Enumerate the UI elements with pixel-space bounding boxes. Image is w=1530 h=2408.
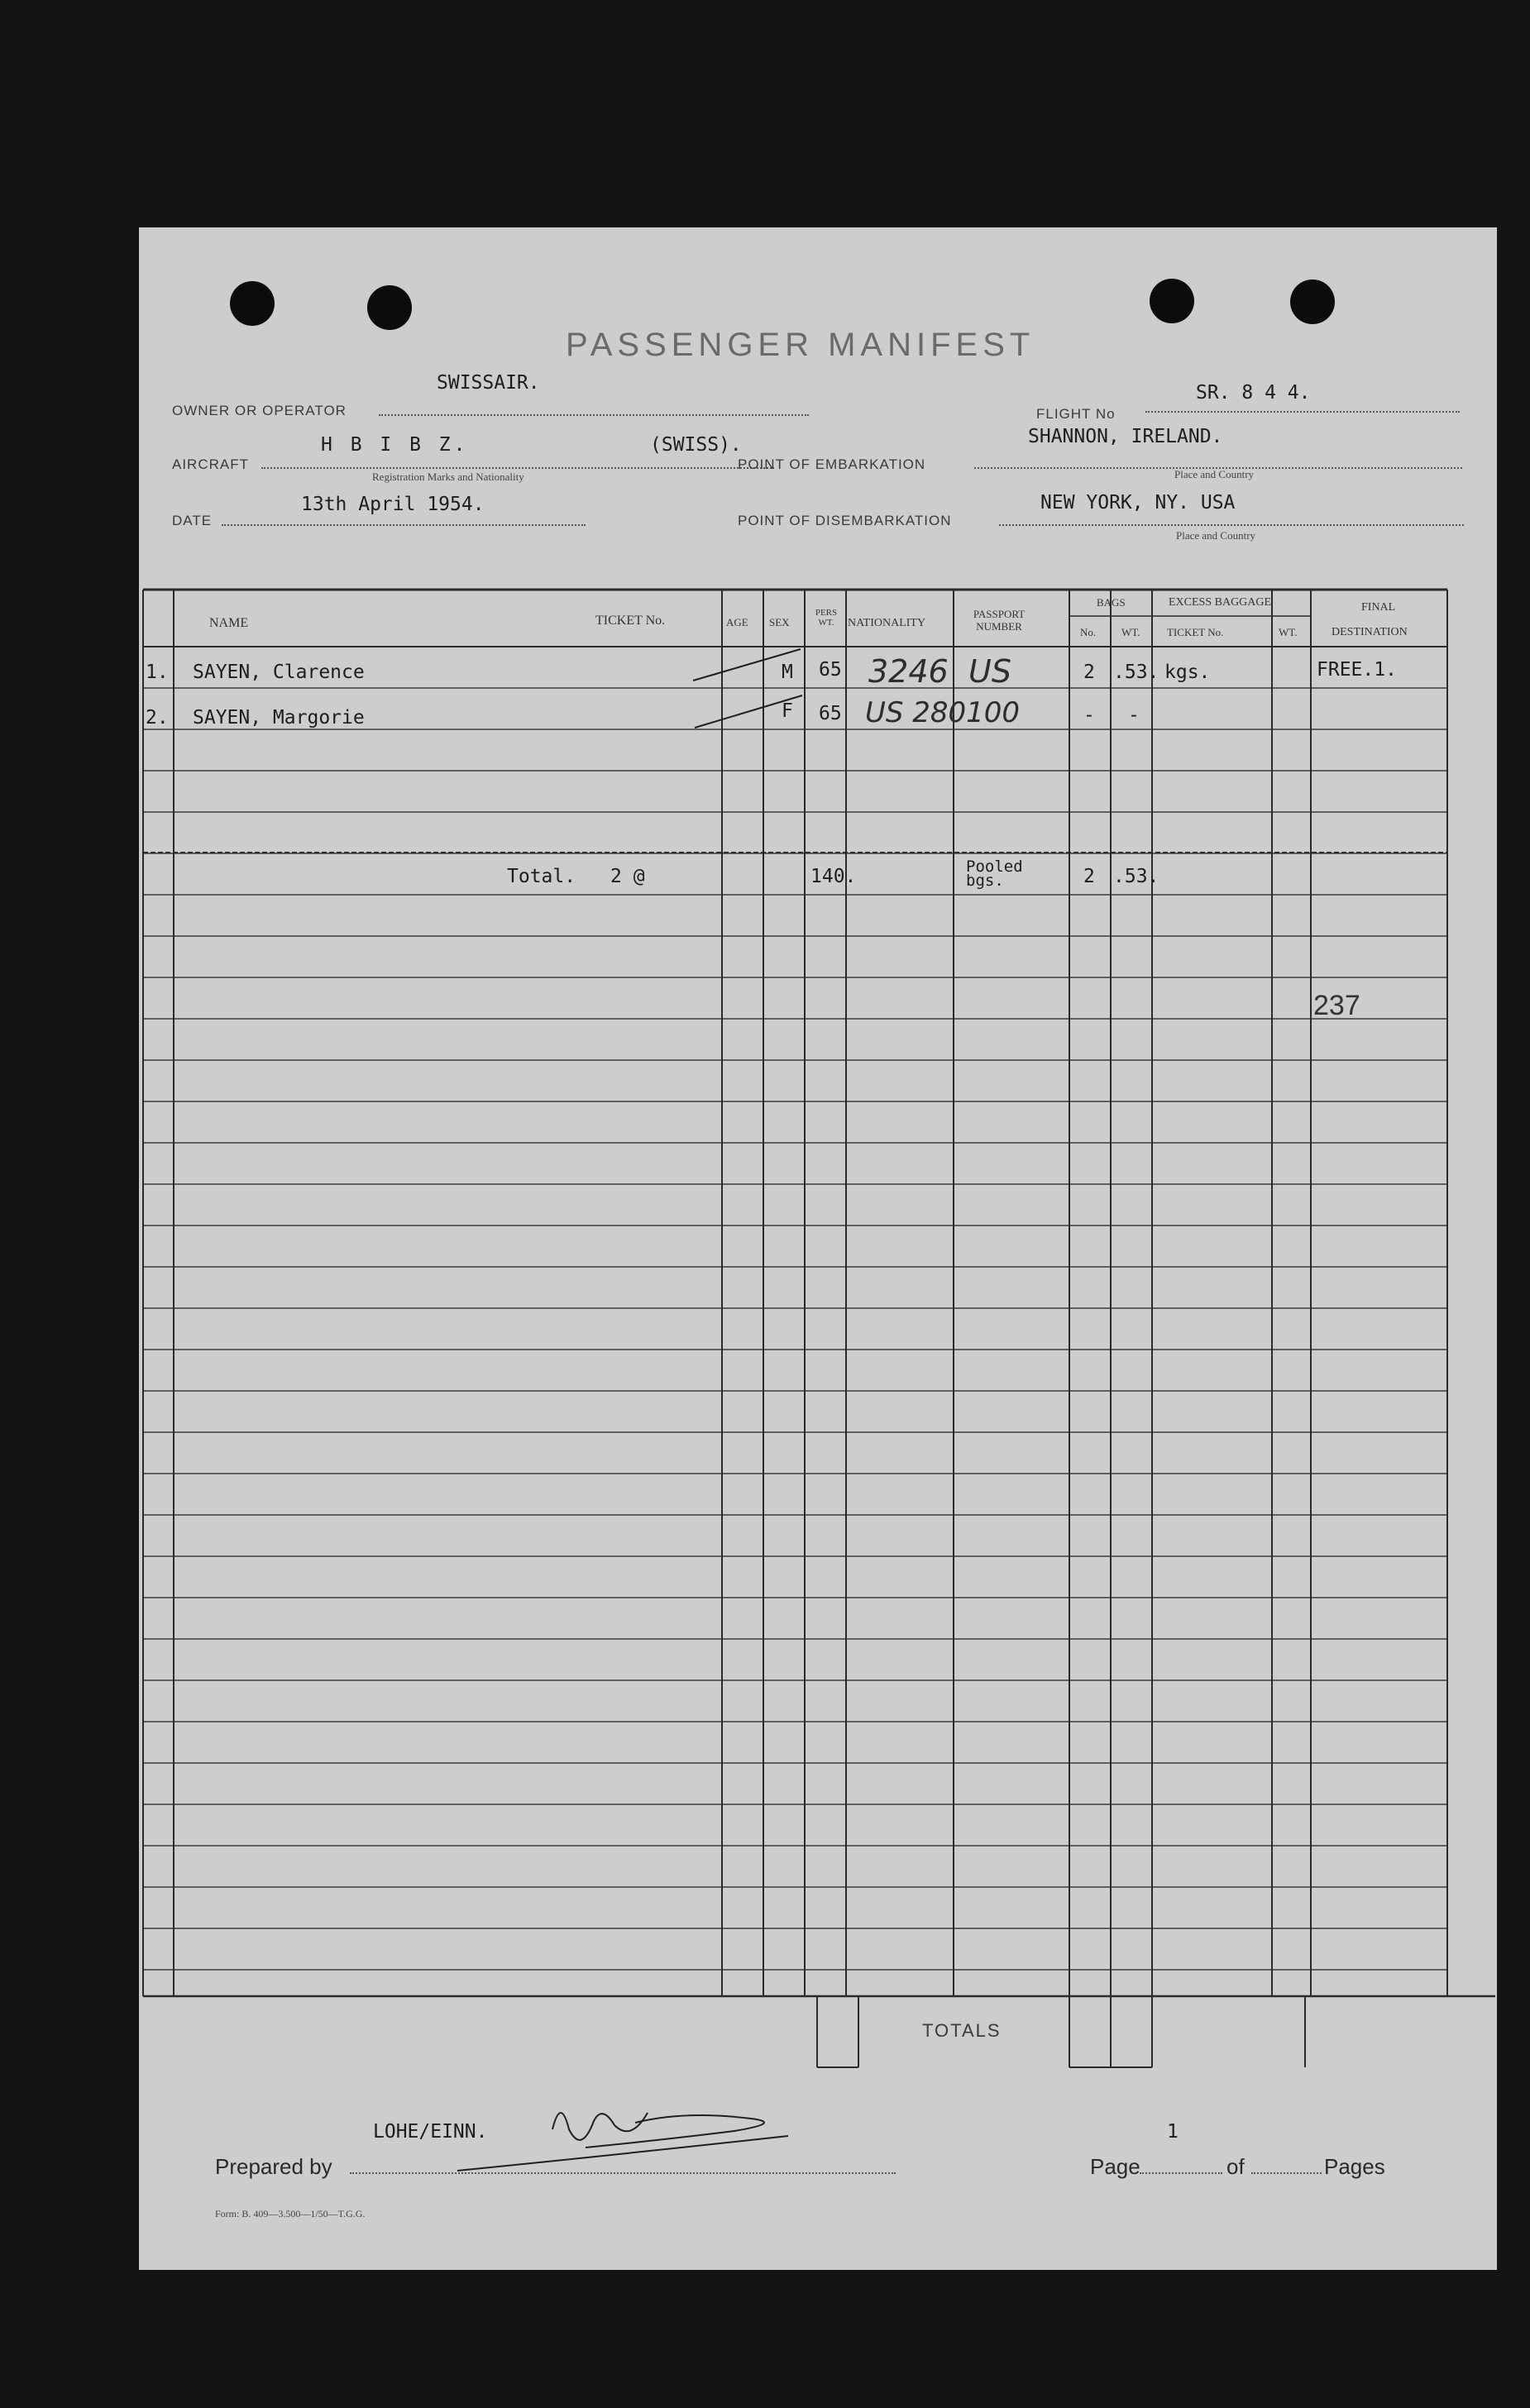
row-1-excess-ticket: kgs. bbox=[1164, 662, 1211, 683]
row-1-passport: US bbox=[968, 653, 1011, 690]
total-bags-wt: .53. bbox=[1113, 866, 1159, 887]
header-excess-wt: WT. bbox=[1279, 626, 1298, 638]
header-bags-no: No. bbox=[1080, 626, 1097, 638]
row-2-bags-wt: - bbox=[1128, 705, 1140, 726]
row-1-bags-wt: .53. bbox=[1113, 662, 1159, 683]
page-label: Page bbox=[1090, 2154, 1140, 2179]
row-2-number: 2. bbox=[146, 707, 169, 729]
row-1-destination: FREE.1. bbox=[1317, 659, 1397, 681]
owner-label: OWNER OR OPERATOR bbox=[172, 403, 347, 418]
row-2-weight: 65 bbox=[819, 703, 842, 724]
header-pers-wt: PERS WT. bbox=[815, 608, 838, 628]
aircraft-caption: Registration Marks and Nationality bbox=[372, 471, 524, 483]
embarkation-caption: Place and Country bbox=[1174, 468, 1255, 480]
aircraft-label: AIRCRAFT bbox=[172, 456, 249, 472]
disembarkation-value: NEW YORK, NY. USA bbox=[1040, 492, 1236, 514]
header-age: AGE bbox=[726, 616, 748, 628]
totals-label: TOTALS bbox=[922, 2020, 1002, 2041]
header-bags-wt: WT. bbox=[1121, 626, 1140, 638]
disembarkation-caption: Place and Country bbox=[1176, 529, 1256, 542]
header-bags: BAGS bbox=[1097, 596, 1126, 609]
header-name: NAME bbox=[209, 616, 249, 630]
manifest-sheet bbox=[139, 227, 1497, 2270]
prepared-by-line bbox=[350, 2172, 896, 2174]
pooled-bags: Pooled bgs. bbox=[966, 858, 1023, 890]
aircraft-nationality: (SWISS). bbox=[650, 434, 742, 456]
of-label: of bbox=[1226, 2154, 1245, 2179]
row-2-sex: F bbox=[782, 700, 793, 722]
aircraft-value: H B I B Z. bbox=[321, 434, 469, 456]
header-sex: SEX bbox=[769, 616, 790, 628]
pages-label: Pages bbox=[1324, 2154, 1385, 2179]
margin-number: 237 bbox=[1313, 990, 1360, 1021]
pages-line bbox=[1251, 2172, 1322, 2174]
header-excess: EXCESS BAGGAGE bbox=[1169, 596, 1272, 609]
total-bags-no: 2 bbox=[1083, 866, 1095, 887]
header-destination: DESTINATION bbox=[1332, 626, 1408, 638]
row-2-name: SAYEN, Margorie bbox=[193, 707, 365, 729]
header-nationality: NATIONALITY bbox=[848, 617, 926, 629]
total-count: 2 @ bbox=[610, 866, 645, 887]
date-value: 13th April 1954. bbox=[301, 494, 485, 515]
prepared-by-value: LOHE/EINN. bbox=[373, 2121, 488, 2143]
row-1-weight: 65 bbox=[819, 659, 842, 681]
form-code: Form: B. 409—3.500—1/50—T.G.G. bbox=[215, 2208, 366, 2219]
row-1-name: SAYEN, Clarence bbox=[193, 662, 365, 683]
page-line bbox=[1140, 2172, 1222, 2174]
signature-scribble bbox=[457, 2113, 788, 2171]
row-1-bags-no: 2 bbox=[1083, 662, 1095, 683]
header-final: FINAL bbox=[1361, 601, 1396, 614]
header-passport: PASSPORT NUMBER bbox=[973, 608, 1026, 633]
header-ticket: TICKET No. bbox=[595, 614, 666, 628]
page-number: 1 bbox=[1167, 2121, 1179, 2143]
row-2-nationality: US 280100 bbox=[865, 696, 1021, 729]
row-1-number: 1. bbox=[146, 662, 169, 683]
prepared-by-label: Prepared by bbox=[215, 2154, 332, 2179]
total-weight: 140. bbox=[810, 866, 857, 887]
row-2-bags-no: - bbox=[1083, 705, 1095, 726]
date-label: DATE bbox=[172, 513, 213, 528]
embarkation-label: POINT OF EMBARKATION bbox=[738, 456, 926, 472]
disembarkation-label: POINT OF DISEMBARKATION bbox=[738, 513, 952, 528]
manifest-table-grid bbox=[139, 227, 1497, 2270]
form-title: PASSENGER MANIFEST bbox=[566, 327, 1035, 363]
row-1-sex: M bbox=[782, 662, 793, 683]
total-label: Total. bbox=[507, 866, 576, 887]
owner-value: SWISSAIR. bbox=[437, 372, 540, 394]
embarkation-value: SHANNON, IRELAND. bbox=[1028, 426, 1223, 447]
header-excess-ticket: TICKET No. bbox=[1167, 626, 1224, 638]
flight-label: FLIGHT No bbox=[1036, 406, 1116, 422]
flight-value: SR. 8 4 4. bbox=[1196, 382, 1311, 404]
row-1-nationality: 3246 bbox=[868, 653, 949, 690]
